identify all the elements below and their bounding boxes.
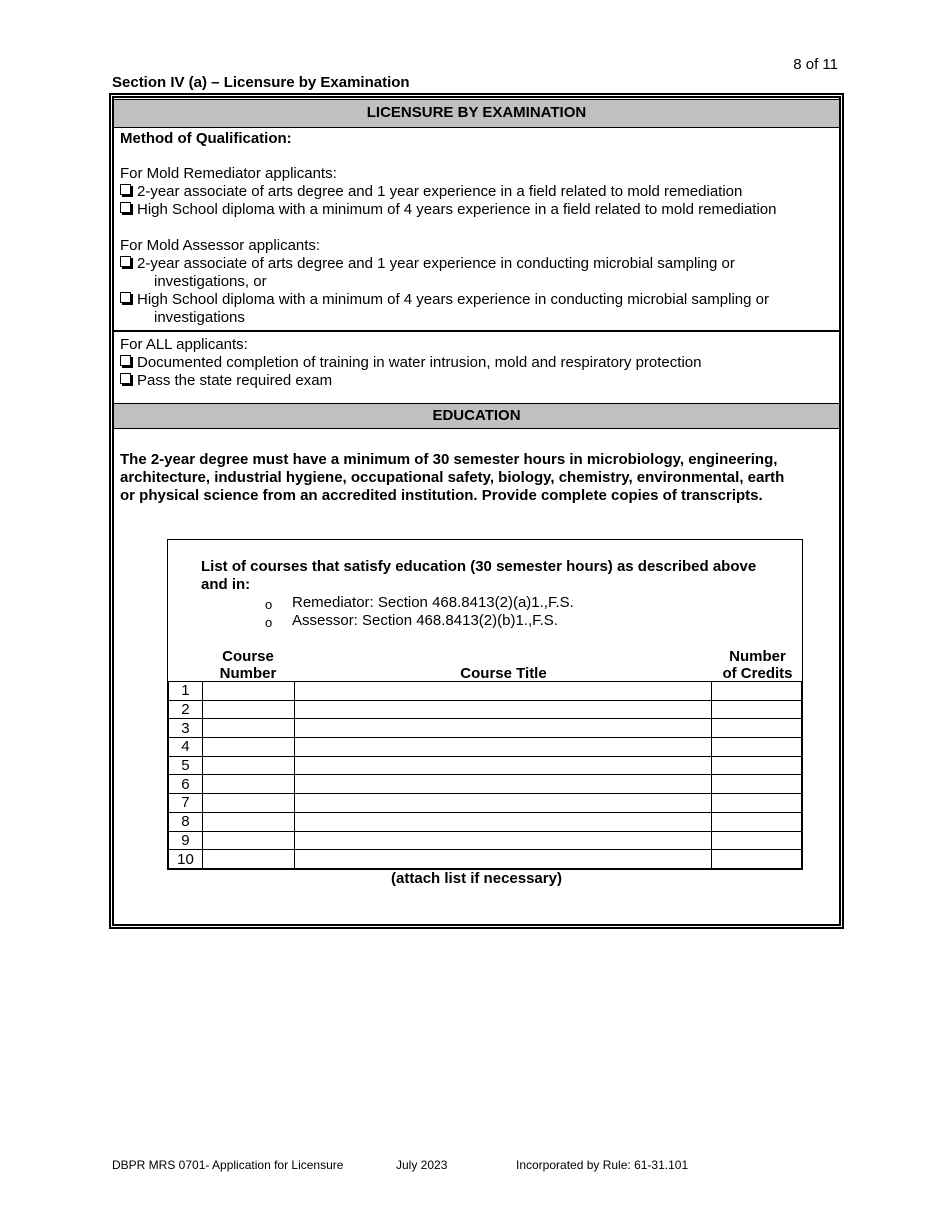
ref-remediator: Remediator: Section 468.8413(2)(a)1.,F.S.: [292, 594, 574, 611]
footer-rule: Incorporated by Rule: 61-31.101: [516, 1158, 689, 1172]
row-number: 2: [169, 700, 203, 719]
all-option-2[interactable]: Pass the state required exam: [120, 372, 833, 390]
credits-cell[interactable]: [712, 719, 802, 738]
course-title-cell[interactable]: [294, 682, 712, 701]
assessor-option-2[interactable]: High School diploma with a minimum of 4 years experience in conducting microbial sampling or: [120, 291, 833, 309]
col-course-number: Course Number: [219, 648, 277, 682]
assessor-option-1-cont: investigations, or: [154, 273, 267, 290]
course-title-cell[interactable]: [294, 831, 712, 850]
checkbox-icon[interactable]: [120, 256, 131, 267]
course-number-cell[interactable]: [202, 850, 294, 869]
divider: [114, 330, 839, 332]
course-number-cell[interactable]: [202, 700, 294, 719]
course-number-cell[interactable]: [202, 794, 294, 813]
course-number-cell[interactable]: [202, 738, 294, 757]
checkbox-icon[interactable]: [120, 292, 131, 303]
course-title-cell[interactable]: [294, 794, 712, 813]
table-row: [169, 794, 802, 813]
course-title-cell[interactable]: [294, 850, 712, 869]
assessor-option-1[interactable]: 2-year associate of arts degree and 1 year experience in conducting microbial sampling or: [120, 255, 833, 273]
checkbox-icon[interactable]: [120, 355, 131, 366]
licensure-header: LICENSURE BY EXAMINATION: [114, 99, 839, 128]
method-title: Method of Qualification:: [120, 130, 292, 147]
checkbox-icon[interactable]: [120, 202, 131, 213]
course-number-cell[interactable]: [202, 812, 294, 831]
attach-note: (attach list if necessary): [391, 870, 562, 887]
checkbox-icon[interactable]: [120, 184, 131, 195]
row-number: 8: [169, 812, 203, 831]
table-row: [169, 831, 802, 850]
credits-cell[interactable]: [712, 831, 802, 850]
credits-cell[interactable]: [712, 812, 802, 831]
table-row: [169, 756, 802, 775]
course-number-cell[interactable]: [202, 775, 294, 794]
footer-date: July 2023: [396, 1158, 448, 1172]
bullet-icon: o: [265, 615, 273, 630]
course-number-cell[interactable]: [202, 682, 294, 701]
all-applicants-section: [120, 336, 833, 390]
row-number: 5: [169, 756, 203, 775]
credits-cell[interactable]: [712, 738, 802, 757]
assessor-section: [120, 237, 833, 327]
credits-cell[interactable]: [712, 756, 802, 775]
table-row: [169, 775, 802, 794]
credits-cell[interactable]: [712, 850, 802, 869]
credits-cell[interactable]: [712, 794, 802, 813]
remediator-section: [120, 165, 833, 219]
table-row: [169, 738, 802, 757]
bullet-icon: o: [265, 597, 273, 612]
remediator-intro: For Mold Remediator applicants:: [120, 165, 337, 182]
course-list-title: List of courses that satisfy education (30 semester hours) as described above and in:: [201, 558, 757, 593]
assessor-option-2-cont: investigations: [154, 309, 245, 326]
row-number: 4: [169, 738, 203, 757]
ref-assessor: Assessor: Section 468.8413(2)(b)1.,F.S.: [292, 612, 558, 629]
licensure-form-box: [109, 93, 844, 929]
row-number: 3: [169, 719, 203, 738]
credits-cell[interactable]: [712, 700, 802, 719]
credits-cell[interactable]: [712, 775, 802, 794]
col-course-title: Course Title: [460, 665, 547, 682]
table-row: [169, 850, 802, 869]
all-intro: For ALL applicants:: [120, 336, 248, 353]
table-row: [169, 682, 802, 701]
course-number-cell[interactable]: [202, 719, 294, 738]
course-number-cell[interactable]: [202, 756, 294, 775]
assessor-intro: For Mold Assessor applicants:: [120, 237, 321, 254]
course-title-cell[interactable]: [294, 756, 712, 775]
section-heading: Section IV (a) – Licensure by Examination: [112, 74, 410, 91]
row-number: 9: [169, 831, 203, 850]
course-title-cell[interactable]: [294, 738, 712, 757]
row-number: 1: [169, 682, 203, 701]
remediator-option-1[interactable]: 2-year associate of arts degree and 1 year experience in a field related to mold remediation: [120, 183, 833, 201]
credits-cell[interactable]: [712, 682, 802, 701]
col-credits: Number of Credits: [722, 648, 793, 682]
education-paragraph: The 2-year degree must have a minimum of 30 semester hours in microbiology, engineering, architecture, industrial hygiene, occupational safety, biology, chemistry, environmental, earth or physical science from an accredited institution. Provide complete copies of transcripts.: [120, 451, 785, 504]
course-title-cell[interactable]: [294, 775, 712, 794]
remediator-option-2[interactable]: High School diploma with a minimum of 4 years experience in a field related to mold remediation: [120, 201, 833, 219]
course-list-box: [167, 539, 803, 870]
course-number-cell[interactable]: [202, 831, 294, 850]
checkbox-icon[interactable]: [120, 373, 131, 384]
course-table: [168, 681, 802, 869]
education-header: EDUCATION: [114, 403, 839, 429]
table-row: [169, 700, 802, 719]
row-number: 10: [169, 850, 203, 869]
all-option-1[interactable]: Documented completion of training in water intrusion, mold and respiratory protection: [120, 354, 833, 372]
table-row: [169, 812, 802, 831]
course-title-cell[interactable]: [294, 700, 712, 719]
page-number: 8 of 11: [793, 56, 838, 73]
footer-form: DBPR MRS 0701- Application for Licensure: [112, 1158, 344, 1172]
row-number: 7: [169, 794, 203, 813]
course-title-cell[interactable]: [294, 812, 712, 831]
course-title-cell[interactable]: [294, 719, 712, 738]
row-number: 6: [169, 775, 203, 794]
table-row: [169, 719, 802, 738]
